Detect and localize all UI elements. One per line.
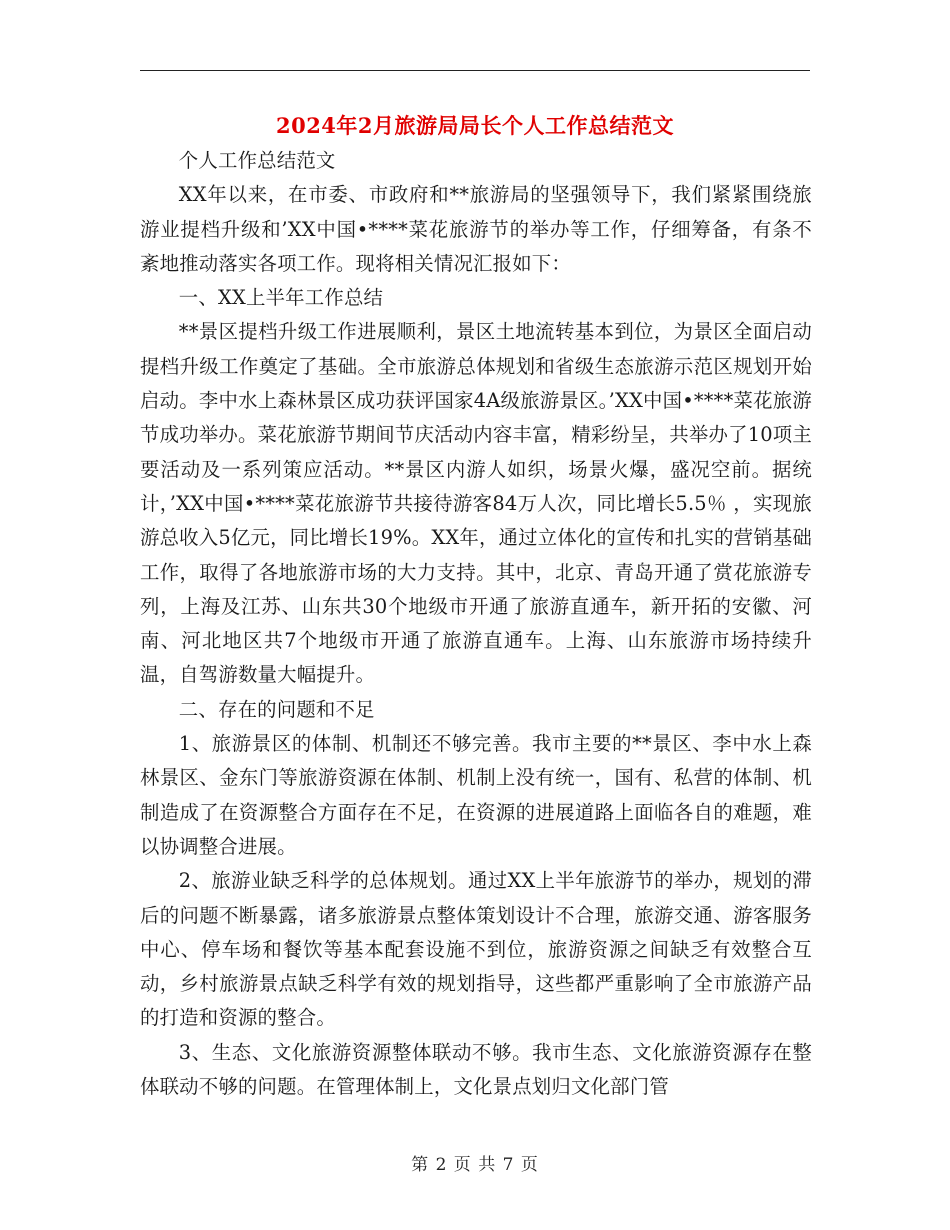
document-body [140, 144, 812, 1104]
paragraph-intro: XX年以来，在市委、市政府和**旅游局的坚强领导下，我们紧紧围绕旅游业提档升级和’XX中国•****菜花旅游节的举办等工作，仔细筹备，有条不紊地推动落实各项工作。现将相关情况汇报如下： [140, 183, 812, 275]
section-heading-summary: 一、XX上半年工作总结 [178, 286, 384, 310]
section-heading-problems: 二、存在的问题和不足 [178, 697, 375, 721]
header-rule [140, 70, 810, 71]
paragraph-subtitle: 个人工作总结范文 [178, 149, 336, 172]
paragraph-problem-1: 1、旅游景区的体制、机制还不够完善。我市主要的**景区、李中水上森林景区、金东门等旅游资源在体制、机制上没有统一，国有、私营的体制、机制造成了在资源整合方面存在不足，在资源的进展道路上面临各自的难题，难以协调整合进展。 [140, 732, 812, 858]
paragraph-problem-2: 2、旅游业缺乏科学的总体规划。通过XX上半年旅游节的举办，规划的滞后的问题不断暴露，诸多旅游景点整体策划设计不合理，旅游交通、游客服务中心、停车场和餐饮等基本配套设施不到位，旅游资源之间缺乏有效整合互动，乡村旅游景点缺乏科学有效的规划指导，这些都严重影响了全市旅游产品的打造和资源的整合。 [140, 869, 812, 1030]
document-title: 2024年2月旅游局局长个人工作总结范文 [275, 113, 675, 138]
paragraph-problem-3: 3、生态、文化旅游资源整体联动不够。我市生态、文化旅游资源存在整体联动不够的问题。在管理体制上，文化景点划归文化部门管 [140, 1040, 812, 1099]
paragraph-summary: **景区提档升级工作进展顺利，景区土地流转基本到位，为景区全面启动提档升级工作奠定了基础。全市旅游总体规划和省级生态旅游示范区规划开始启动。李中水上森林景区成功获评国家4A级旅游景区。’XX中国•****菜花旅游节成功举办。菜花旅游节期间节庆活动内容丰富，精彩纷呈，共举办了10项主要活动及一系列策应活动。**景区内游人如织，场景火爆，盛况空前。据统计，’XX中国•****菜花旅游节共接待游客84万人次，同比增长5.5％ ，实现旅游总收入5亿元，同比增长19%。XX年，通过立体化的宣传和扎实的营销基础工作，取得了各地旅游市场的大力支持。其中，北京、青岛开通了赏花旅游专列，上海及江苏、山东共30个地级市开通了旅游直通车，新开拓的安徽、河南、河北地区共7个地级市开通了旅游直通车。上海、山东旅游市场持续升温，自驾游数量大幅提升。 [140, 320, 812, 687]
page-number: 第 2 页 共 7 页 [411, 1155, 539, 1175]
